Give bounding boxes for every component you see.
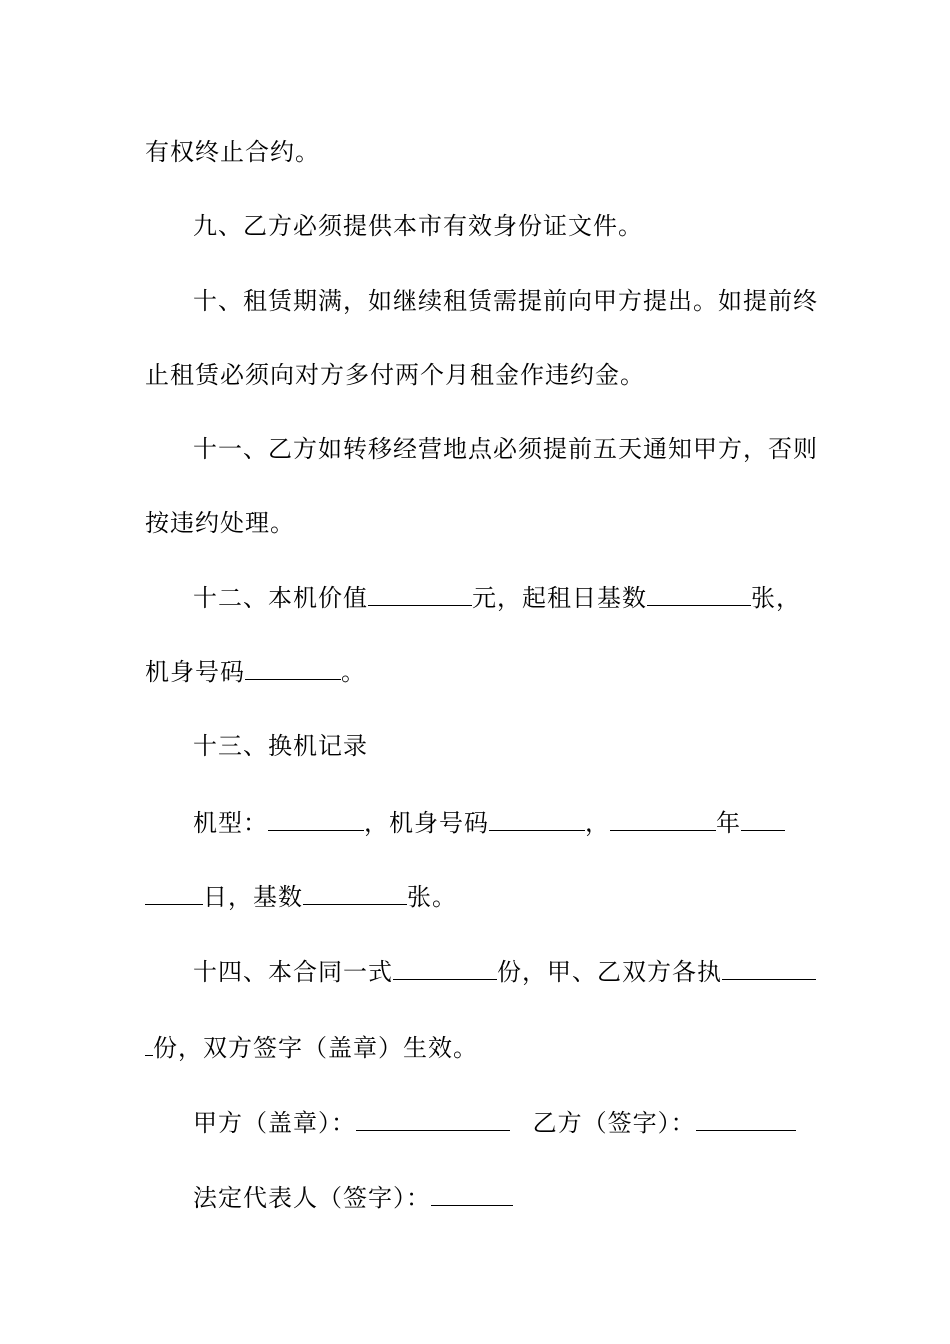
line-text: 止租赁必须向对方多付两个月租金作违约金。 xyxy=(145,361,645,389)
clause-11-line-2 xyxy=(145,508,807,538)
new-serial-blank xyxy=(489,810,585,831)
clause-12-line-1 xyxy=(193,583,807,613)
base-count-blank xyxy=(647,585,751,606)
clause-10-line-2 xyxy=(145,360,807,390)
clause-13-text-b: ，机身号码 xyxy=(364,809,489,837)
model-blank xyxy=(268,810,364,831)
clause-12-text-b: 元，起租日基数 xyxy=(472,584,647,612)
clause-13-line-2 xyxy=(145,882,807,912)
machine-value-blank xyxy=(368,585,472,606)
clause-14-text-b: 份，甲、乙双方各执 xyxy=(497,958,722,986)
line-text: 十三、换机记录 xyxy=(193,732,368,760)
clause-11-line-1 xyxy=(193,434,818,464)
clause-14-line-2 xyxy=(145,1033,807,1063)
clause-12-text-c: 张， xyxy=(751,584,801,612)
legal-rep-label: 法定代表人（签字）： xyxy=(193,1184,431,1212)
count-blank xyxy=(303,884,407,905)
clause-12-text-e: 。 xyxy=(341,658,366,686)
serial-number-blank xyxy=(245,659,341,680)
clause-12-line-2 xyxy=(145,657,807,687)
party-b-sign-blank xyxy=(696,1110,796,1131)
line-text: 有权终止合约。 xyxy=(145,138,320,166)
clause-9 xyxy=(193,211,807,241)
year-blank xyxy=(610,810,716,831)
text-line-1 xyxy=(145,137,807,167)
clause-14-line-1 xyxy=(193,957,807,987)
clause-13-title xyxy=(193,731,807,761)
clause-13-text-a: 机型： xyxy=(193,809,268,837)
party-a-label: 甲方（盖章）： xyxy=(193,1109,356,1137)
clause-13-text-d: 年 xyxy=(716,809,741,837)
clause-10-line-1 xyxy=(193,286,818,316)
clause-12-text-a: 十二、本机价值 xyxy=(193,584,368,612)
each-copies-blank xyxy=(722,959,816,980)
line-text: 按违约处理。 xyxy=(145,509,295,537)
party-a-seal-blank xyxy=(356,1110,510,1131)
signature-line xyxy=(193,1108,807,1138)
each-copies-blank-cont xyxy=(145,1035,153,1056)
party-b-label: 乙方（签字）： xyxy=(532,1109,696,1137)
clause-14-text-c: 份，双方签字（盖章）生效。 xyxy=(153,1034,478,1062)
legal-rep-sign-blank xyxy=(431,1185,513,1206)
clause-13-text-c: ， xyxy=(585,809,610,837)
clause-14-text-a: 十四、本合同一式 xyxy=(193,958,393,986)
clause-12-text-d: 机身号码 xyxy=(145,658,245,686)
clause-13-line-1 xyxy=(193,808,807,838)
line-text: 十、租赁期满，如继续租赁需提前向甲方提出。如提前终 xyxy=(193,287,818,315)
line-text: 九、乙方必须提供本市有效身份证文件。 xyxy=(193,212,643,240)
line-text: 十一、乙方如转移经营地点必须提前五天通知甲方，否则 xyxy=(193,435,818,463)
clause-13-text-e: 日，基数 xyxy=(203,883,303,911)
day-blank xyxy=(145,884,203,905)
legal-rep-line xyxy=(193,1183,807,1213)
month-blank xyxy=(741,810,785,831)
copies-blank xyxy=(393,959,497,980)
clause-13-text-f: 张。 xyxy=(407,883,457,911)
